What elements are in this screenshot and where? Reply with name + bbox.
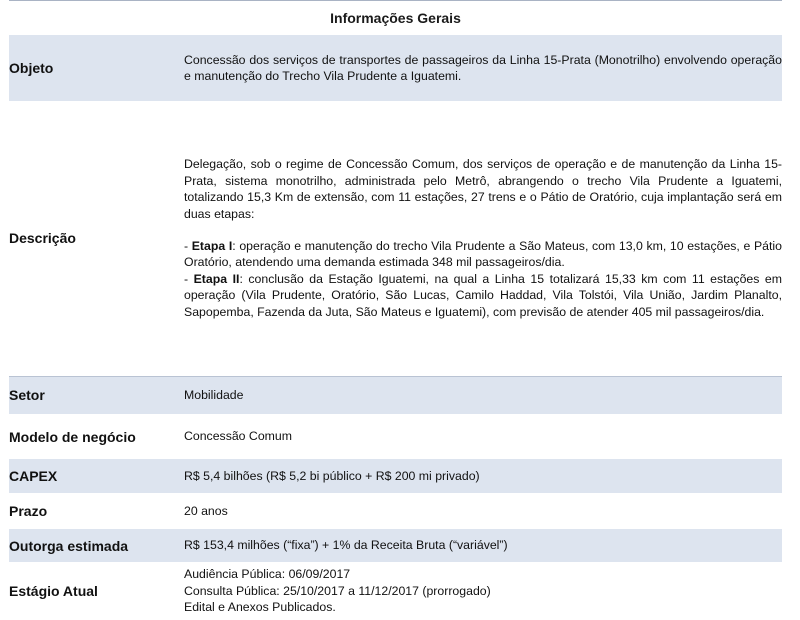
etapa-1-prefix: - bbox=[184, 239, 192, 254]
row-descricao bbox=[9, 101, 782, 376]
value-estagio bbox=[184, 562, 782, 620]
label-outorga: Outorga estimada bbox=[9, 529, 184, 562]
row-capex bbox=[9, 459, 782, 493]
etapa-1-text: : operação e manutenção do trecho Vila Prudente a São Mateus, com 13,0 km, 10 estações, e Pátio Oratório, atendendo uma demanda estimada 348 mil passageiros/dia. bbox=[184, 239, 782, 270]
estagio-line: Edital e Anexos Publicados. bbox=[184, 600, 336, 615]
label-descricao: Descrição bbox=[9, 101, 184, 376]
descricao-etapa-2 bbox=[184, 271, 782, 320]
value-descricao bbox=[184, 101, 782, 376]
descricao-etapa-1 bbox=[184, 238, 782, 271]
estagio-line: Consulta Pública: 25/10/2017 a 11/12/2017 (prorrogado) bbox=[184, 583, 491, 598]
label-capex: CAPEX bbox=[9, 459, 184, 493]
label-prazo: Prazo bbox=[9, 503, 48, 519]
label-setor: Setor bbox=[9, 376, 184, 414]
info-table bbox=[9, 35, 782, 620]
label-objeto: Objeto bbox=[9, 35, 184, 101]
label-estagio: Estágio Atual bbox=[9, 583, 98, 599]
row-setor bbox=[9, 376, 782, 414]
label-modelo: Modelo de negócio bbox=[9, 428, 136, 445]
etapa-2-text: : conclusão da Estação Iguatemi, na qual a Linha 15 totalizará 15,33 km com 11 estações em operação (Vila Prudente, Oratório, São Lucas, Camilo Haddad, Vila Tolstói, Vila União, Jardim Planalto, Sapopemba, Fazenda da Juta, São Mateus e Iguatemi), com previsão de atender 405 mil passageiros/dia. bbox=[184, 271, 782, 319]
spacer bbox=[184, 222, 782, 238]
etapa-2-name: Etapa II bbox=[193, 271, 240, 286]
row-estagio bbox=[9, 562, 782, 620]
etapa-2-prefix: - bbox=[184, 271, 194, 286]
document-title: Informações Gerais bbox=[9, 0, 782, 35]
value-capex: R$ 5,4 bilhões (R$ 5,2 bi público + R$ 200 mi privado) bbox=[184, 459, 782, 493]
row-modelo bbox=[9, 414, 782, 459]
value-setor: Mobilidade bbox=[184, 376, 782, 414]
value-objeto: Concessão dos serviços de transportes de passageiros da Linha 15-Prata (Monotrilho) envolvendo operação e manutenção do Trecho Vila Prudente a Iguatemi. bbox=[184, 35, 782, 101]
row-objeto bbox=[9, 35, 782, 101]
descricao-intro: Delegação, sob o regime de Concessão Comum, dos serviços de operação e de manutenção da Linha 15-Prata, sistema monotrilho, administrada pelo Metrô, abrangendo o trecho Vila Prudente a Iguatemi, totalizando 15,3 Km de extensão, com 11 estações, 27 trens e o Pátio de Oratório, cuja implantação será em duas etapas: bbox=[184, 157, 782, 221]
value-prazo: 20 anos bbox=[184, 503, 228, 518]
value-outorga: R$ 153,4 milhões (“fixa”) + 1% da Receita Bruta (“variável”) bbox=[184, 529, 782, 562]
row-outorga bbox=[9, 529, 782, 562]
etapa-1-name: Etapa I bbox=[191, 239, 233, 254]
estagio-line: Audiência Pública: 06/09/2017 bbox=[184, 567, 351, 582]
value-modelo: Concessão Comum bbox=[184, 429, 292, 444]
row-prazo bbox=[9, 493, 782, 529]
